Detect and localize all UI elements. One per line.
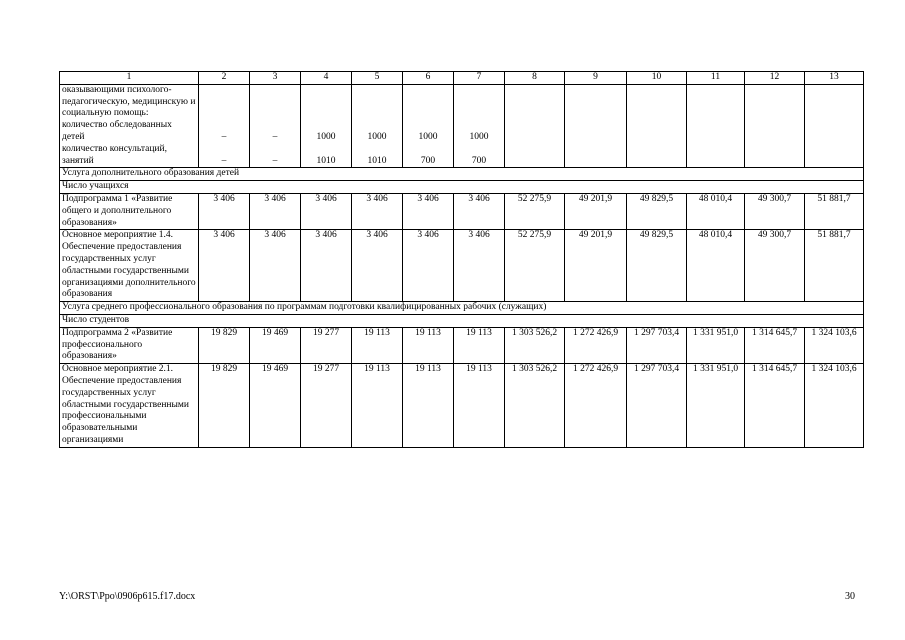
row-label-cell: Подпрограмма 1 «Развитие общего и дополнительного образования» (60, 193, 199, 229)
value-cell: 49 300,7 (745, 193, 805, 229)
section-row (60, 181, 864, 194)
table-header-row (60, 72, 864, 85)
value-cell: 52 275,9 (505, 193, 565, 229)
value-cell (745, 84, 805, 168)
header-cell: 3 (250, 72, 301, 85)
value-cell: 1 314 645,7 (745, 364, 805, 448)
value-cell: 3 406 (199, 193, 250, 229)
value-cell: 48 010,4 (687, 230, 745, 302)
value-cell: 3 406 (454, 193, 505, 229)
value-cell: – – (199, 84, 250, 168)
value-cell: 51 881,7 (805, 193, 864, 229)
footer-file-path: Y:\ORST\Ppo\0906p615.f17.docx (59, 591, 196, 602)
header-cell: 10 (627, 72, 687, 85)
header-cell: 11 (687, 72, 745, 85)
value-cell: 19 113 (454, 327, 505, 363)
header-cell: 8 (505, 72, 565, 85)
value-cell: 3 406 (199, 230, 250, 302)
row-label-cell: Основное мероприятие 1.4. Обеспечение предоставления государственных услуг областными государственными организациями дополнительного образования (60, 230, 199, 302)
value-cell: 19 829 (199, 364, 250, 448)
value-cell: 1 297 703,4 (627, 327, 687, 363)
value-cell: 1000 700 (454, 84, 505, 168)
table-row (60, 364, 864, 448)
value-cell: 19 829 (199, 327, 250, 363)
header-cell: 6 (403, 72, 454, 85)
value-cell: 3 406 (352, 193, 403, 229)
header-cell: 9 (565, 72, 627, 85)
value-cell: 3 406 (352, 230, 403, 302)
value-cell (565, 84, 627, 168)
table-row (60, 193, 864, 229)
value-cell: 49 829,5 (627, 230, 687, 302)
header-cell: 5 (352, 72, 403, 85)
value-cell: 3 406 (301, 193, 352, 229)
value-cell: 3 406 (403, 193, 454, 229)
value-cell: 19 469 (250, 364, 301, 448)
value-cell: 1 272 426,9 (565, 364, 627, 448)
value-cell: 1000 700 (403, 84, 454, 168)
header-cell: 13 (805, 72, 864, 85)
value-cell: 52 275,9 (505, 230, 565, 302)
section-label: Число учащихся (60, 181, 864, 194)
value-cell: 48 010,4 (687, 193, 745, 229)
section-label: Услуга среднего профессионального образования по программам подготовки квалифицированных рабочих (служащих) (60, 302, 864, 315)
value-cell: – – (250, 84, 301, 168)
value-cell: 3 406 (250, 230, 301, 302)
value-cell: 3 406 (403, 230, 454, 302)
header-cell: 12 (745, 72, 805, 85)
table-row (60, 84, 864, 168)
data-table (59, 71, 864, 448)
section-label: Услуга дополнительного образования детей (60, 168, 864, 181)
value-cell: 49 201,9 (565, 230, 627, 302)
value-cell (505, 84, 565, 168)
value-cell: 49 201,9 (565, 193, 627, 229)
value-cell: 19 113 (454, 364, 505, 448)
value-cell: 1 303 526,2 (505, 327, 565, 363)
value-cell: 3 406 (454, 230, 505, 302)
value-cell: 1 303 526,2 (505, 364, 565, 448)
header-cell: 1 (60, 72, 199, 85)
value-cell: 1000 1010 (301, 84, 352, 168)
value-cell: 3 406 (301, 230, 352, 302)
value-cell: 51 881,7 (805, 230, 864, 302)
row-label-cell: Основное мероприятие 2.1. Обеспечение предоставления государственных услуг областными государственными профессиональными образовательными организациями (60, 364, 199, 448)
value-cell: 3 406 (250, 193, 301, 229)
section-row (60, 302, 864, 315)
value-cell: 1 272 426,9 (565, 327, 627, 363)
row-label-cell: оказывающими психолого-педагогическую, медицинскую и социальную помощь: количество обследованных детей количество консультаций, занятий (60, 84, 199, 168)
value-cell: 49 300,7 (745, 230, 805, 302)
table-row (60, 327, 864, 363)
value-cell: 1000 1010 (352, 84, 403, 168)
value-cell: 1 314 645,7 (745, 327, 805, 363)
value-cell: 19 113 (403, 327, 454, 363)
section-row (60, 168, 864, 181)
value-cell: 1 331 951,0 (687, 364, 745, 448)
header-cell: 7 (454, 72, 505, 85)
table-row (60, 230, 864, 302)
header-cell: 4 (301, 72, 352, 85)
value-cell: 19 469 (250, 327, 301, 363)
value-cell: 1 297 703,4 (627, 364, 687, 448)
value-cell: 19 277 (301, 327, 352, 363)
value-cell: 19 113 (352, 327, 403, 363)
value-cell: 1 324 103,6 (805, 327, 864, 363)
section-row (60, 314, 864, 327)
value-cell: 1 331 951,0 (687, 327, 745, 363)
value-cell: 19 113 (403, 364, 454, 448)
value-cell: 19 277 (301, 364, 352, 448)
value-cell (687, 84, 745, 168)
value-cell (805, 84, 864, 168)
section-label: Число студентов (60, 314, 864, 327)
page-number: 30 (845, 591, 855, 602)
header-cell: 2 (199, 72, 250, 85)
value-cell (627, 84, 687, 168)
value-cell: 19 113 (352, 364, 403, 448)
row-label-cell: Подпрограмма 2 «Развитие профессионального образования» (60, 327, 199, 363)
value-cell: 1 324 103,6 (805, 364, 864, 448)
value-cell: 49 829,5 (627, 193, 687, 229)
